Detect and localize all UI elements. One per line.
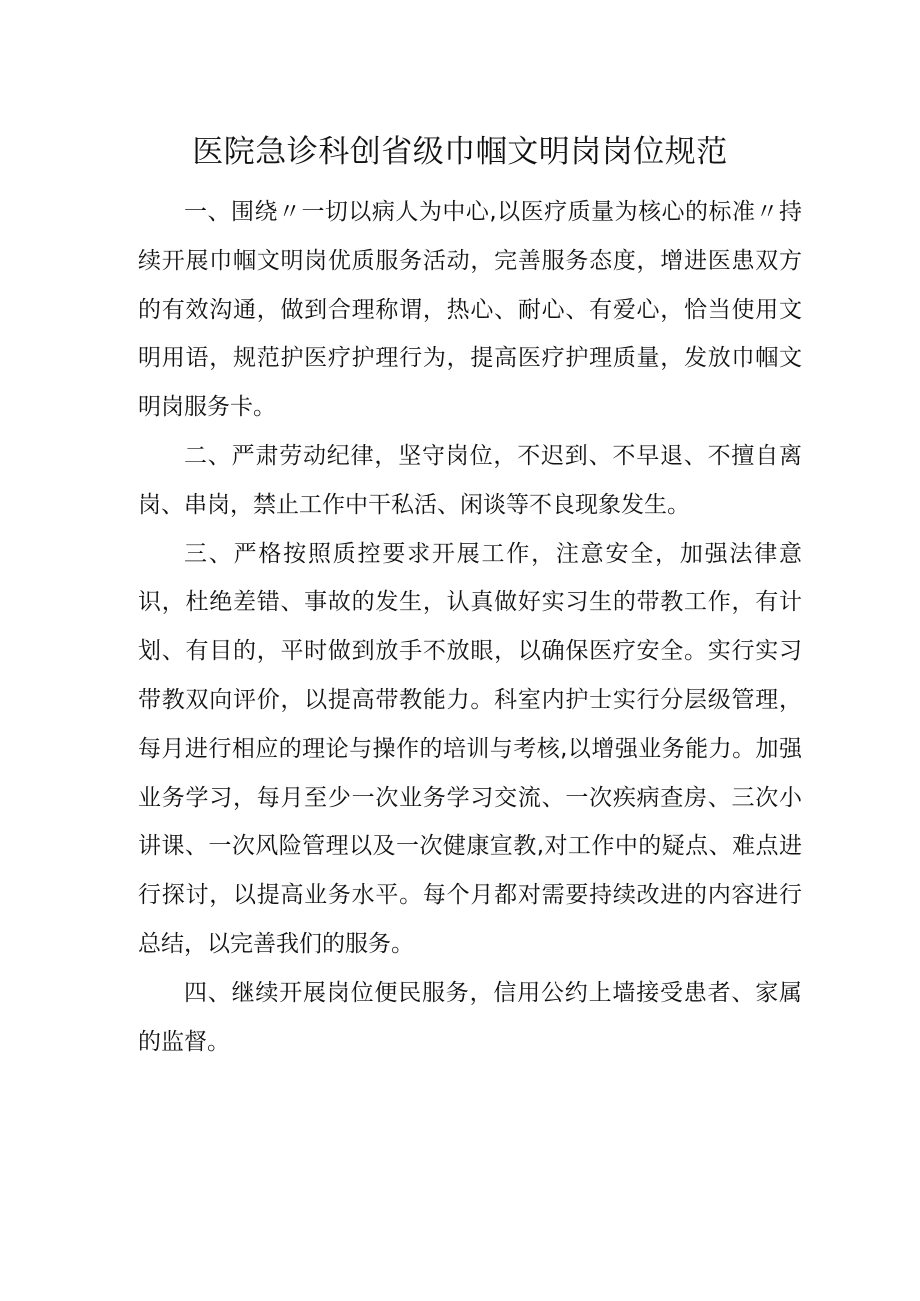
document-title: 医院急诊科创省级巾帼文明岗岗位规范 xyxy=(192,134,728,170)
document-body xyxy=(138,188,802,1066)
paragraph-1: 一、围绕〃一切以病人为中心,以医疗质量为核心的标准〃持续开展巾帼文明岗优质服务活动，完善服务态度，增进医患双方的有效沟通，做到合理称谓，热心、耐心、有爱心，恰当使用文明用语，规范护医疗护理行为，提高医疗护理质量，发放巾帼文明岗服务卡。 xyxy=(138,199,802,421)
paragraph-3: 三、严格按照质控要求开展工作，注意安全，加强法律意识，杜绝差错、事故的发生，认真做好实习生的带教工作，有计划、有目的，平时做到放手不放眼，以确保医疗安全。实行实习带教双向评价，以提高带教能力。科室内护士实行分层级管理，每月进行相应的理论与操作的培训与考核,以增强业务能力。加强业务学习，每月至少一次业务学习交流、一次疾病查房、三次小讲课、一次风险管理以及一次健康宣教,对工作中的疑点、难点进行探讨，以提高业务水平。每个月都对需要持续改进的内容进行总结，以完善我们的服务。 xyxy=(138,540,802,957)
paragraph-4: 四、继续开展岗位便民服务，信用公约上墙接受患者、家属的监督。 xyxy=(138,979,802,1055)
paragraph-2: 二、严肃劳动纪律，坚守岗位，不迟到、不早退、不擅自离岗、串岗，禁止工作中干私活、闲谈等不良现象发生。 xyxy=(138,442,802,518)
